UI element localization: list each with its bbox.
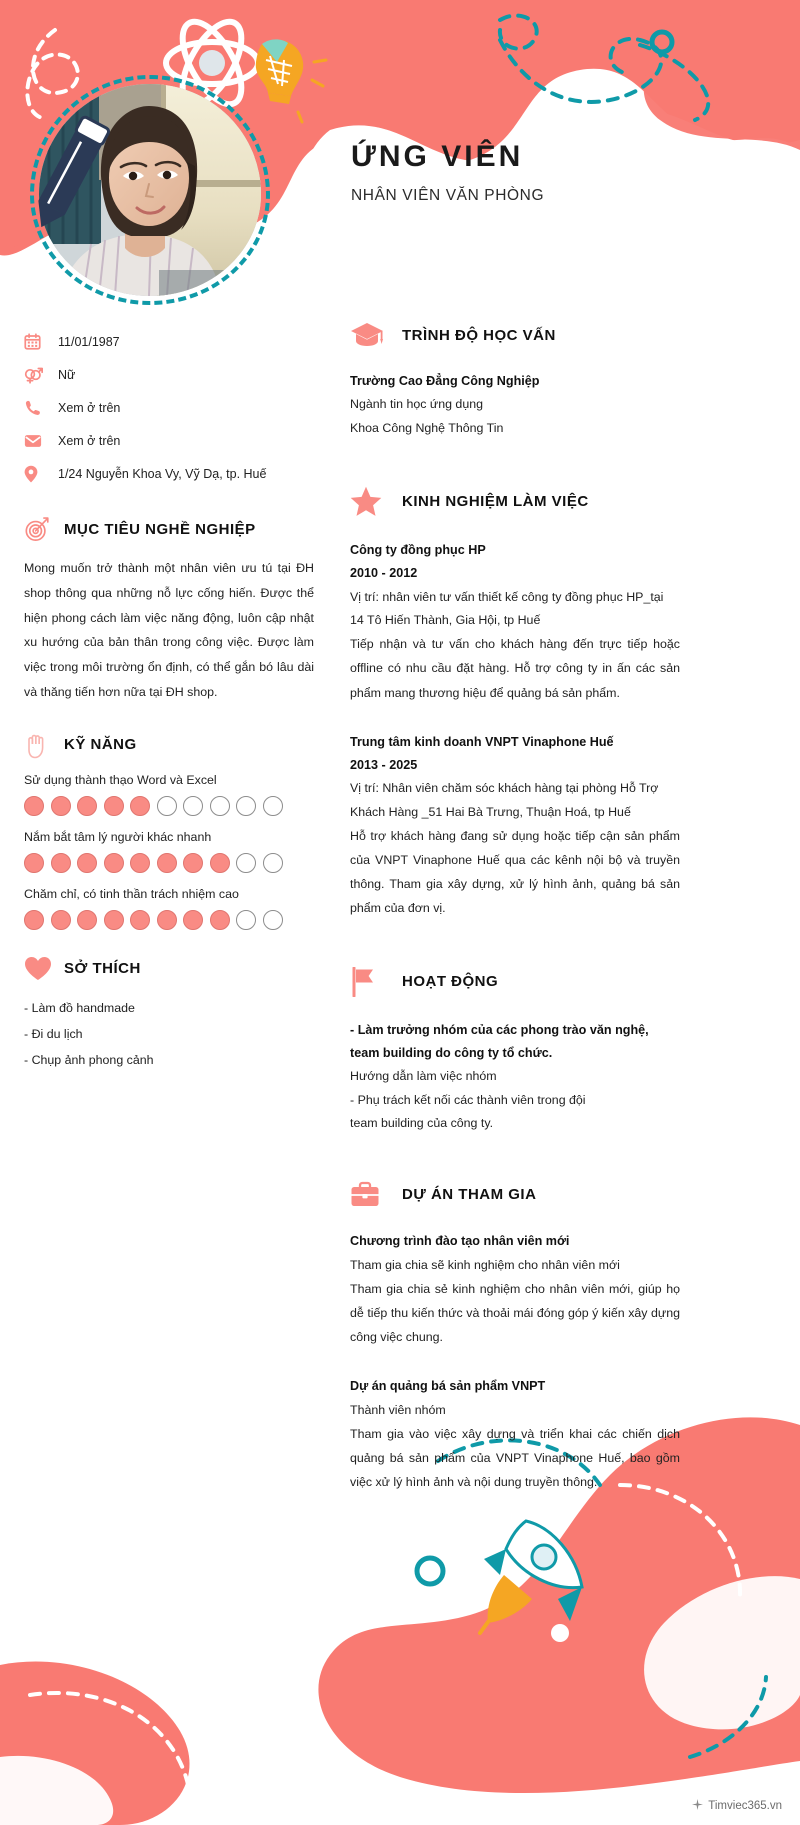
rating-dot-filled xyxy=(51,910,71,930)
section-heading-objective xyxy=(24,516,314,542)
list-item: - Đi du lịch xyxy=(24,1026,83,1041)
rating-dot-empty xyxy=(263,796,283,816)
footer-brand xyxy=(692,1799,782,1813)
contact-value: Xem ở trên xyxy=(58,400,121,415)
target-icon xyxy=(24,516,64,542)
skill-rating-dots xyxy=(24,910,314,930)
project-description: Tham gia chia sẻ kinh nghiệm cho nhân viên mới, giúp họ dễ tiếp thu kiến thức và thoải mái đóng góp ý kiến xây dựng công việc chung. xyxy=(350,1281,680,1345)
rating-dot-filled xyxy=(24,796,44,816)
rating-dot-filled xyxy=(210,910,230,930)
rating-dot-filled xyxy=(104,910,124,930)
rating-dot-empty xyxy=(263,853,283,873)
activities-block xyxy=(350,1019,680,1136)
section-title: DỰ ÁN THAM GIA xyxy=(402,1186,537,1204)
section-title: MỤC TIÊU NGHỀ NGHIỆP xyxy=(64,520,256,538)
activities-line: team building của công ty. xyxy=(350,1115,494,1130)
rating-dot-filled xyxy=(51,853,71,873)
list-item: - Làm đồ handmade xyxy=(24,1000,135,1015)
company-name: Công ty đồng phục HP xyxy=(350,542,486,557)
hand-icon xyxy=(24,731,64,759)
section-title: KINH NGHIỆM LÀM VIỆC xyxy=(402,492,589,510)
activities-line: Hướng dẫn làm việc nhóm xyxy=(350,1069,497,1084)
job-period: 2010 - 2012 xyxy=(350,566,418,581)
skill-label: Sử dụng thành thạo Word và Excel xyxy=(24,772,217,787)
section-title: SỞ THÍCH xyxy=(64,959,141,977)
calendar-icon xyxy=(24,333,58,350)
teal-ring-icon xyxy=(417,1558,443,1584)
email-icon xyxy=(24,434,58,448)
sparkle-icon xyxy=(692,1799,703,1813)
rating-dot-filled xyxy=(210,853,230,873)
section-heading-activities xyxy=(350,967,680,997)
rating-dot-empty xyxy=(210,796,230,816)
section-title: KỸ NĂNG xyxy=(64,736,137,754)
briefcase-icon xyxy=(350,1181,402,1208)
experience-job xyxy=(350,731,680,921)
job-description: Hỗ trợ khách hàng đang sử dụng hoặc tiếp cận sản phẩm của VNPT Vinaphone Huế qua các kênh nội bộ và truyền thông. Tham gia xây dựng, xử lý hình ảnh, quảng bá sản phẩm của đơn vị. xyxy=(350,828,680,916)
rating-dot-filled xyxy=(130,796,150,816)
job-address: Khách Hàng _51 Hai Bà Trưng, Thuận Hoá, tp Huế xyxy=(350,804,631,819)
job-position: Vị trí: Nhân viên chăm sóc khách hàng tại phòng Hỗ Trợ xyxy=(350,781,659,796)
contact-value: Nữ xyxy=(58,367,76,382)
rating-dot-filled xyxy=(24,910,44,930)
company-name: Trung tâm kinh doanh VNPT Vinaphone Huế xyxy=(350,734,614,749)
rating-dot-empty xyxy=(157,796,177,816)
rating-dot-empty xyxy=(236,910,256,930)
skill-rating-dots xyxy=(24,796,314,816)
gender-icon xyxy=(24,366,58,384)
contact-value: 11/01/1987 xyxy=(58,334,120,349)
rating-dot-empty xyxy=(263,910,283,930)
contact-row-phone xyxy=(24,391,314,424)
location-pin-icon xyxy=(24,465,58,483)
skill-item xyxy=(24,773,314,816)
skill-item xyxy=(24,830,314,873)
contact-value: 1/24 Nguyễn Khoa Vy, Vỹ Dạ, tp. Huế xyxy=(58,466,267,481)
section-heading-hobbies xyxy=(24,956,314,981)
pen-icon xyxy=(24,110,114,245)
rating-dot-filled xyxy=(77,910,97,930)
contact-row-gender xyxy=(24,358,314,391)
activities-line: - Phụ trách kết nối các thành viên trong đội xyxy=(350,1092,586,1107)
rating-dot-filled xyxy=(183,853,203,873)
activities-headline: - Làm trưởng nhóm của các phong trào văn nghệ, team building do công ty tổ chức. xyxy=(350,1022,649,1060)
project-item xyxy=(350,1230,680,1349)
skill-item xyxy=(24,887,314,930)
list-item: - Chụp ảnh phong cảnh xyxy=(24,1052,154,1067)
candidate-role: NHÂN VIÊN VĂN PHÒNG xyxy=(351,187,545,204)
job-address: 14 Tô Hiến Thành, Gia Hội, tp Huế xyxy=(350,612,541,627)
project-title: Chương trình đào tạo nhân viên mới xyxy=(350,1234,570,1249)
hobbies-list xyxy=(24,995,314,1073)
rating-dot-empty xyxy=(236,796,256,816)
rating-dot-filled xyxy=(104,853,124,873)
rating-dot-filled xyxy=(51,796,71,816)
contact-value: Xem ở trên xyxy=(58,433,121,448)
contact-row-address xyxy=(24,457,314,490)
footer-brand-text: Timviec365.vn xyxy=(708,1800,782,1812)
page-title: ỨNG VIÊN xyxy=(351,140,524,173)
header-text-group xyxy=(351,140,544,205)
contact-row-email xyxy=(24,424,314,457)
section-title: HOẠT ĐỘNG xyxy=(402,973,499,991)
section-heading-experience xyxy=(350,486,680,517)
job-description: Tiếp nhận và tư vấn cho khách hàng đến trực tiếp hoặc offline có nhu cầu đặt hàng. Hỗ trợ công ty in ấn các sản phẩm mang thương hiệu để quảng bá sản phẩm. xyxy=(350,637,680,700)
faculty: Khoa Công Nghệ Thông Tin xyxy=(350,420,504,435)
job-period: 2013 - 2025 xyxy=(350,758,418,772)
section-title: TRÌNH ĐỘ HỌC VẤN xyxy=(402,326,556,344)
rating-dot-filled xyxy=(77,853,97,873)
rating-dot-empty xyxy=(183,796,203,816)
skill-rating-dots xyxy=(24,853,314,873)
rating-dot-filled xyxy=(183,910,203,930)
project-title: Dự án quảng bá sản phẩm VNPT xyxy=(350,1379,546,1394)
education-block xyxy=(350,370,680,440)
objective-text: Mong muốn trở thành một nhân viên ưu tú tại ĐH shop thông qua những nỗ lực cống hiến. Được thể hiện phong cách làm việc năng động, luôn cập nhật xu hướng của bản thân trong công việc. Được làm việc trong môi trường ổn định, có thể gắn bó lâu dài và thăng tiến hơn nữa tại ĐH shop. xyxy=(24,561,314,700)
rating-dot-filled xyxy=(157,853,177,873)
major: Ngành tin học ứng dụng xyxy=(350,397,483,412)
rating-dot-filled xyxy=(130,910,150,930)
job-position: Vị trí: nhân viên tư vấn thiết kế công ty đồng phục HP_tại xyxy=(350,589,664,604)
flag-icon xyxy=(350,967,402,997)
section-heading-projects xyxy=(350,1181,680,1208)
skill-label: Nắm bắt tâm lý người khác nhanh xyxy=(24,829,212,844)
contact-list xyxy=(24,325,314,490)
dot-decor xyxy=(551,1624,569,1642)
project-description: Tham gia vào việc xây dựng và triển khai các chiến dịch quảng bá sản phẩm của VNPT Vinaphone Huế, bao gồm việc xử lý hình ảnh và nội dung truyền thông. xyxy=(350,1426,680,1490)
rating-dot-empty xyxy=(236,853,256,873)
contact-row-birthdate xyxy=(24,325,314,358)
section-heading-skills xyxy=(24,731,314,759)
skills-list xyxy=(24,773,314,930)
rating-dot-filled xyxy=(24,853,44,873)
project-item xyxy=(350,1375,680,1494)
project-role: Thành viên nhóm xyxy=(350,1402,446,1417)
left-column xyxy=(24,325,314,1073)
skill-label: Chăm chỉ, có tinh thần trách nhiệm cao xyxy=(24,886,239,901)
school-name: Trường Cao Đẳng Công Nghiệp xyxy=(350,374,540,388)
rating-dot-filled xyxy=(130,853,150,873)
section-heading-education xyxy=(350,322,680,348)
star-icon xyxy=(350,486,402,517)
right-column xyxy=(350,322,680,1521)
rating-dot-filled xyxy=(77,796,97,816)
project-role: Tham gia chia sẽ kinh nghiệm cho nhân viên mới xyxy=(350,1257,620,1272)
graduation-cap-icon xyxy=(350,322,402,348)
experience-job xyxy=(350,539,680,705)
rating-dot-filled xyxy=(104,796,124,816)
phone-icon xyxy=(24,399,58,416)
rating-dot-filled xyxy=(157,910,177,930)
heart-icon xyxy=(24,956,64,981)
